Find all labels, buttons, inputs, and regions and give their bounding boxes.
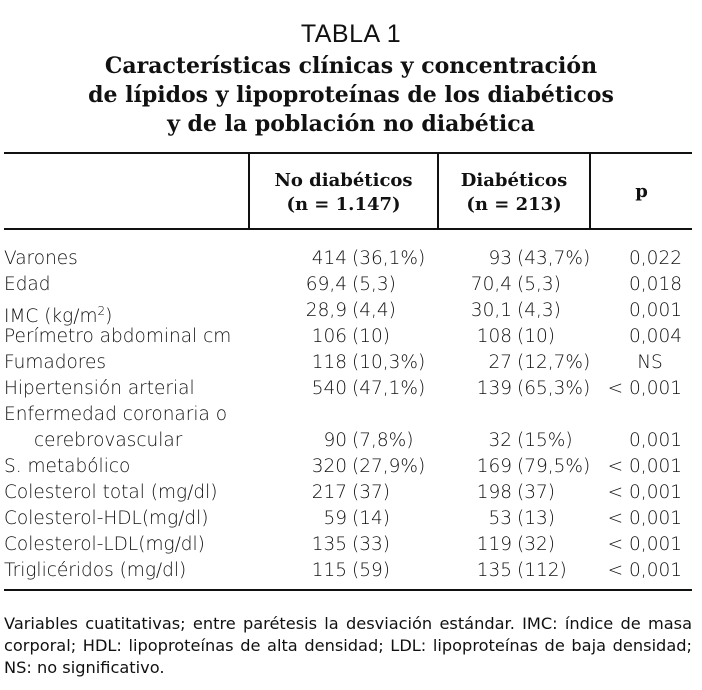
p-value: 0,018 bbox=[629, 274, 682, 295]
no-diabeticos-value: 135 bbox=[311, 534, 347, 555]
header-p: p bbox=[635, 181, 648, 202]
row-label: Edad bbox=[4, 274, 51, 295]
p-value: < 0,001 bbox=[607, 534, 682, 555]
table-row bbox=[0, 506, 702, 532]
header-no-diabeticos-n: (n = 1.147) bbox=[286, 194, 401, 215]
row-label-tail: ) bbox=[105, 306, 113, 328]
no-diabeticos-value: 540 bbox=[311, 378, 347, 399]
row-label: Colesterol total (mg/dl) bbox=[4, 482, 218, 503]
row-label: Fumadores bbox=[4, 352, 106, 373]
diabeticos-value: 169 bbox=[476, 456, 512, 477]
no-diabeticos-value: 320 bbox=[311, 456, 347, 477]
diabeticos-value: 27 bbox=[488, 352, 512, 373]
no-diabeticos-value: 90 bbox=[323, 430, 347, 451]
no-diabeticos-dispersion: (14) bbox=[352, 508, 390, 529]
row-label: Varones bbox=[4, 248, 78, 269]
p-value: NS bbox=[637, 352, 663, 373]
table-row bbox=[0, 376, 702, 402]
no-diabeticos-dispersion: (10) bbox=[352, 326, 390, 347]
row-label: Enfermedad coronaria o bbox=[4, 404, 228, 425]
no-diabeticos-value: 115 bbox=[311, 560, 347, 581]
diabeticos-dispersion: (65,3%) bbox=[517, 378, 591, 399]
diabeticos-dispersion: (10) bbox=[517, 326, 555, 347]
table-footnote: Variables cuatitativas; entre parétesis la desviación estándar. IMC: índice de masa corporal; HDL: lipoproteínas de alta densidad; LDL: lipoproteínas de baja densidad; NS: no significativo. bbox=[4, 614, 692, 677]
p-value: < 0,001 bbox=[607, 378, 682, 399]
table-row bbox=[0, 324, 702, 350]
table-row bbox=[0, 272, 702, 298]
row-label: cerebrovascular bbox=[34, 430, 183, 451]
table-row bbox=[0, 454, 702, 480]
table-number: TABLA 1 bbox=[300, 20, 402, 48]
no-diabeticos-value: 118 bbox=[311, 352, 347, 373]
no-diabeticos-dispersion: (37) bbox=[352, 482, 390, 503]
diabeticos-dispersion: (37) bbox=[517, 482, 555, 503]
header-diabeticos-n: (n = 213) bbox=[466, 194, 562, 215]
no-diabeticos-dispersion: (59) bbox=[352, 560, 390, 581]
table-title-line: Características clínicas y concentración bbox=[104, 53, 598, 79]
header-no-diabeticos bbox=[250, 169, 437, 217]
table-row bbox=[0, 350, 702, 376]
p-value: < 0,001 bbox=[607, 482, 682, 503]
no-diabeticos-value: 59 bbox=[323, 508, 347, 529]
header-no-diabeticos-label: No diabéticos bbox=[274, 170, 413, 191]
no-diabeticos-dispersion: (5,3) bbox=[352, 274, 396, 295]
diabeticos-dispersion: (4,3) bbox=[517, 300, 561, 321]
diabeticos-dispersion: (12,7%) bbox=[517, 352, 591, 373]
diabeticos-value: 53 bbox=[488, 508, 512, 529]
diabeticos-dispersion: (13) bbox=[517, 508, 555, 529]
table-row bbox=[0, 428, 702, 454]
diabeticos-value: 32 bbox=[488, 430, 512, 451]
diabeticos-value: 198 bbox=[476, 482, 512, 503]
diabeticos-dispersion: (5,3) bbox=[517, 274, 561, 295]
table-header-rule bbox=[4, 228, 692, 230]
row-label-text: IMC (kg/m bbox=[4, 306, 98, 328]
no-diabeticos-dispersion: (4,4) bbox=[352, 300, 396, 321]
no-diabeticos-value: 69,4 bbox=[305, 274, 347, 295]
row-label: S. metabólico bbox=[4, 456, 131, 477]
no-diabeticos-value: 217 bbox=[311, 482, 347, 503]
p-value: 0,001 bbox=[629, 300, 682, 321]
table-row bbox=[0, 246, 702, 272]
table-title-line: de lípidos y lipoproteínas de los diabéticos bbox=[88, 82, 614, 108]
diabeticos-dispersion: (43,7%) bbox=[517, 248, 591, 269]
diabeticos-dispersion: (79,5%) bbox=[517, 456, 591, 477]
no-diabeticos-dispersion: (36,1%) bbox=[352, 248, 426, 269]
no-diabeticos-dispersion: (7,8%) bbox=[352, 430, 414, 451]
diabeticos-value: 93 bbox=[488, 248, 512, 269]
diabeticos-value: 30,1 bbox=[470, 300, 512, 321]
table-row bbox=[0, 298, 702, 328]
no-diabeticos-value: 28,9 bbox=[305, 300, 347, 321]
diabeticos-value: 119 bbox=[476, 534, 512, 555]
p-value: 0,001 bbox=[629, 430, 682, 451]
p-value: < 0,001 bbox=[607, 508, 682, 529]
row-label: Triglicéridos (mg/dl) bbox=[4, 560, 187, 581]
table-row bbox=[0, 532, 702, 558]
header-diabeticos bbox=[439, 169, 589, 217]
diabeticos-value: 135 bbox=[476, 560, 512, 581]
no-diabeticos-dispersion: (27,9%) bbox=[352, 456, 426, 477]
no-diabeticos-value: 414 bbox=[311, 248, 347, 269]
row-label: Colesterol-LDL(mg/dl) bbox=[4, 534, 205, 555]
no-diabeticos-value: 106 bbox=[311, 326, 347, 347]
diabeticos-value: 70,4 bbox=[470, 274, 512, 295]
p-value: 0,004 bbox=[629, 326, 682, 347]
table-title bbox=[0, 52, 702, 139]
p-value: < 0,001 bbox=[607, 456, 682, 477]
diabeticos-value: 108 bbox=[476, 326, 512, 347]
table-title-line: y de la población no diabética bbox=[167, 111, 535, 137]
diabeticos-value: 139 bbox=[476, 378, 512, 399]
diabeticos-dispersion: (32) bbox=[517, 534, 555, 555]
p-value: 0,022 bbox=[629, 248, 682, 269]
header-diabeticos-label: Diabéticos bbox=[460, 170, 568, 191]
p-value: < 0,001 bbox=[607, 560, 682, 581]
table-row bbox=[0, 402, 702, 428]
row-label: Hipertensión arterial bbox=[4, 378, 195, 399]
row-label-superscript: 2 bbox=[97, 304, 106, 318]
table-bottom-rule bbox=[4, 589, 692, 591]
table-row bbox=[0, 558, 702, 584]
no-diabeticos-dispersion: (33) bbox=[352, 534, 390, 555]
table-row bbox=[0, 480, 702, 506]
row-label: Colesterol-HDL(mg/dl) bbox=[4, 508, 209, 529]
row-label: Perímetro abdominal cm bbox=[4, 326, 232, 347]
no-diabeticos-dispersion: (47,1%) bbox=[352, 378, 426, 399]
diabeticos-dispersion: (15%) bbox=[517, 430, 573, 451]
no-diabeticos-dispersion: (10,3%) bbox=[352, 352, 426, 373]
diabeticos-dispersion: (112) bbox=[517, 560, 567, 581]
